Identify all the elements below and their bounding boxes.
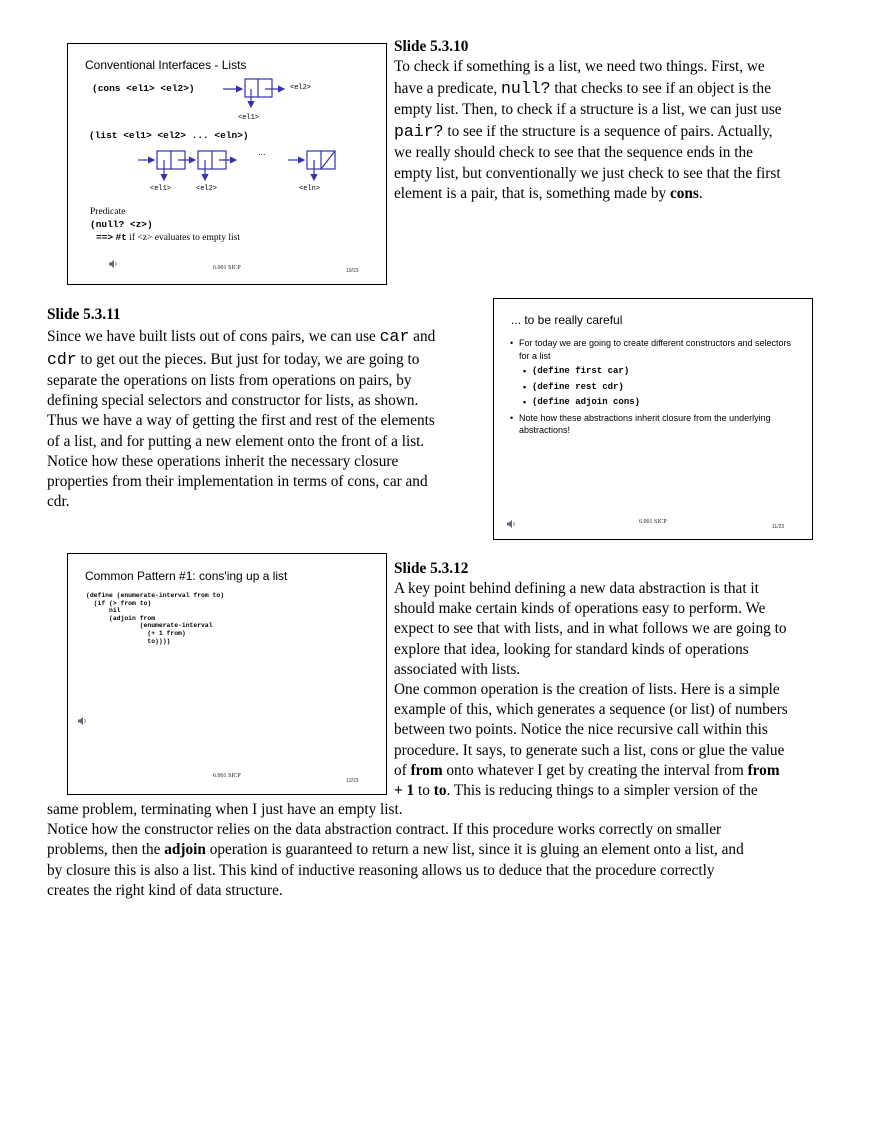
section-heading: Slide 5.3.10: [394, 38, 469, 55]
predicate-label: Predicate: [90, 207, 126, 217]
slide-thumbnail-5-3-10: [67, 43, 387, 285]
list-pair-chain: [138, 151, 335, 180]
text-line: Since we have built lists out of cons pairs, we can use car and: [47, 327, 436, 346]
text-line: defining special selectors and constructor for lists, as shown.: [47, 392, 419, 410]
sub-bullet-item: • (define adjoin cons): [510, 396, 800, 409]
text-line: Notice how the constructor relies on the data abstraction contract. If this procedure works correctly on smaller: [47, 821, 722, 839]
slide-page-number: 10/23: [346, 268, 359, 274]
bullet-item: • For today we are going to create different constructors and selectors for a list: [510, 337, 800, 362]
text-line: of a list, and for putting a new element onto the front of a list.: [47, 432, 425, 450]
text-line: Notice how these operations inherit the necessary closure: [47, 452, 399, 470]
list-el2-label: <el2>: [196, 185, 218, 193]
cons-el1-label: <el1>: [238, 114, 260, 122]
text-line: problems, then the adjoin operation is guaranteed to return a new list, since it is gluing an element onto a list, and: [47, 841, 744, 859]
bullet-item: • Note how these abstractions inherit closure from the underlying abstractions!: [510, 412, 800, 437]
slide-5-3-11-notes: [47, 305, 487, 512]
enumerate-interval-code: (define (enumerate-interval from to) (if (> from to) nil (adjoin from (enumerate-interval (+ 1 from) to)))): [86, 592, 225, 645]
text-line: + 1 to to. This is reducing things to a simpler version of the: [394, 782, 758, 800]
text-line: pair? to see if the structure is a sequence of pairs. Actually,: [394, 122, 773, 142]
text-line: element is a pair, that is, something made by cons.: [394, 184, 703, 202]
text-line: by closure this is also a list. This kind of inductive reasoning allows us to deduce that the procedure correctly: [47, 861, 715, 879]
text-line: One common operation is the creation of lists. Here is a simple: [394, 681, 780, 699]
result-arrow: ==>: [96, 232, 114, 243]
text-line: To check if something is a list, we need two things. First, we: [394, 58, 765, 75]
sub-bullet-item: • (define first car): [510, 365, 800, 378]
result-text: if <z> evaluates to empty list: [129, 233, 240, 243]
text-line: separate the operations on lists from operations on pairs, by: [47, 372, 412, 389]
slide-thumbnail-5-3-12: [67, 553, 387, 795]
cons-el2-label: <el2>: [290, 84, 312, 92]
text-line: cdr to get out the pieces. But just for today, we are going to: [47, 350, 420, 369]
result-value: #t: [115, 232, 127, 243]
list-el1-label: <el1>: [150, 185, 172, 193]
speaker-icon[interactable]: [506, 519, 516, 529]
text-line: empty list, but conventionally we just check to see that the first: [394, 164, 781, 182]
text-line: Thus we have a way of getting the first and rest of the elements: [47, 412, 435, 430]
list-ellipsis: ...: [258, 147, 266, 157]
slide-footer: 6.001 SICP: [213, 773, 241, 779]
list-expression: (list <el1> <el2> ... <eln>): [89, 130, 249, 141]
text-line: creates the right kind of data structure.: [47, 881, 283, 899]
text-line: same problem, terminating when I just have an empty list.: [47, 801, 403, 818]
slide-bullets: [510, 337, 800, 437]
slide-page-number: 12/23: [346, 778, 359, 784]
text-line: we really should check to see that the sequence ends in the: [394, 144, 753, 162]
slide-title: ... to be really careful: [511, 313, 623, 327]
cons-diagram: [68, 44, 387, 285]
sub-bullet-item: • (define rest cdr): [510, 381, 800, 394]
slide-thumbnail-5-3-11: [493, 298, 813, 540]
text-line: example of this, which generates a sequence (or list) of numbers: [394, 701, 788, 719]
slide-5-3-12-notes-full: [47, 800, 847, 901]
slide-footer: 6.001 SICP: [213, 265, 241, 271]
slide-title: Common Pattern #1: cons'ing up a list: [85, 569, 288, 583]
slide-page-number: 11/23: [772, 524, 785, 530]
text-line: A key point behind defining a new data abstraction is that it: [394, 580, 759, 597]
cons-expression: (cons <el1> <el2>): [92, 83, 195, 94]
cons-pair-box: [223, 79, 284, 107]
slide-title: Conventional Interfaces - Lists: [85, 58, 247, 72]
text-line: should make certain kinds of operations easy to perform. We: [394, 600, 766, 618]
predicate-result: [96, 232, 240, 243]
text-line: associated with lists.: [394, 660, 521, 678]
section-heading: Slide 5.3.12: [394, 560, 469, 577]
slide-5-3-12-notes-side: [394, 559, 839, 801]
slide-5-3-10-notes: [394, 37, 834, 204]
slide-footer: 6.001 SICP: [639, 519, 667, 525]
text-line: have a predicate, null? that checks to see if an object is the: [394, 79, 771, 99]
text-line: between two points. Notice the nice recursive call within this: [394, 721, 768, 739]
list-eln-label: <eln>: [299, 185, 321, 193]
text-line: expect to see that with lists, and in what follows we are going to: [394, 620, 787, 638]
speaker-icon[interactable]: [77, 716, 87, 726]
section-heading: Slide 5.3.11: [47, 306, 121, 323]
text-line: empty list. Then, to check if a structure is a list, we can just use: [394, 101, 782, 119]
predicate-expression: (null? <z>): [90, 219, 153, 230]
text-line: properties from their implementation in terms of cons, car and: [47, 473, 428, 491]
text-line: procedure. It says, to generate such a list, cons or glue the value: [394, 741, 785, 759]
text-line: explore that idea, looking for standard kinds of operations: [394, 640, 749, 658]
text-line: of from onto whatever I get by creating the interval from from: [394, 761, 780, 779]
speaker-icon[interactable]: [108, 259, 118, 269]
text-line: cdr.: [47, 493, 70, 511]
